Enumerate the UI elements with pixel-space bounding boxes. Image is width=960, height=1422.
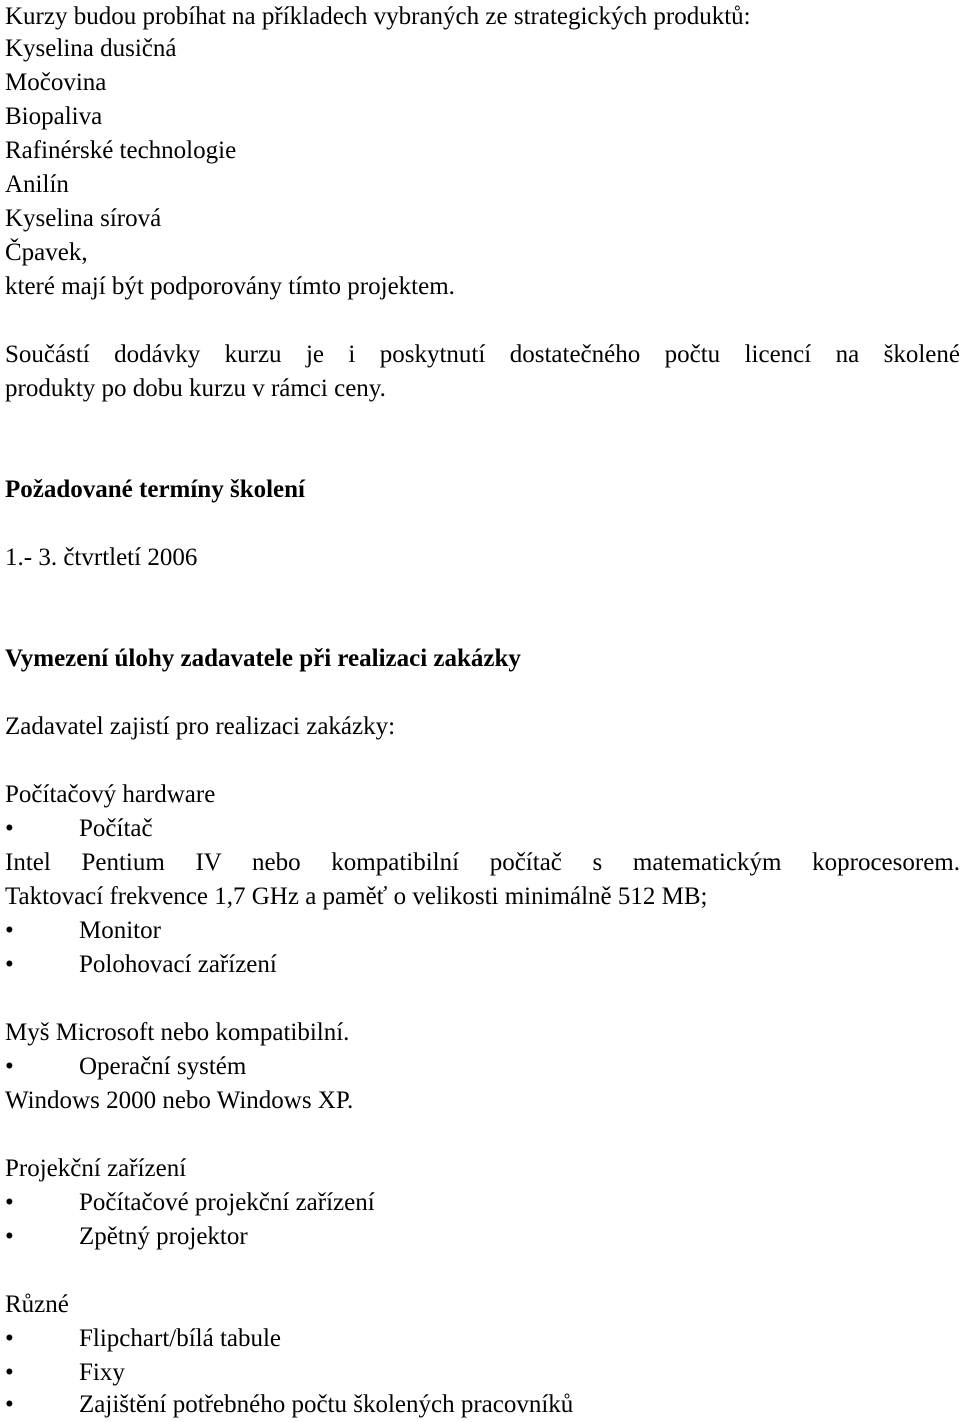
bullet-label: Flipchart/bílá tabule xyxy=(79,1325,282,1352)
bullet-item-markers xyxy=(5,1356,905,1390)
product-item: Kyselina dusičná xyxy=(5,35,177,62)
product-item: Biopaliva xyxy=(5,103,103,130)
bullet-label: Polohovací zařízení xyxy=(79,951,277,978)
licence-text-line-1: Součástí dodávky kurzu je i poskytnutí dostatečného počtu licencí na školené xyxy=(5,341,960,368)
bullet-label: Zajištění potřebného počtu školených pracovníků xyxy=(79,1391,574,1418)
role-intro: Zadavatel zajistí pro realizaci zakázky: xyxy=(5,713,396,740)
terms-heading: Požadované termíny školení xyxy=(5,476,305,503)
terms-value: 1.- 3. čtvrtletí 2006 xyxy=(5,544,198,571)
bullet-item-trainees xyxy=(5,1388,905,1422)
hardware-heading: Počítačový hardware xyxy=(5,781,216,808)
computer-spec-line-2: Taktovací frekvence 1,7 GHz a paměť o velikosti minimálně 512 MB; xyxy=(5,883,708,910)
pointing-description: Myš Microsoft nebo kompatibilní. xyxy=(5,1019,350,1046)
product-item: Kyselina sírová xyxy=(5,205,162,232)
intro-text: Kurzy budou probíhat na příkladech vybraných ze strategických produktů: xyxy=(5,3,751,30)
bullet-icon: • xyxy=(5,815,14,842)
product-item: Anilín xyxy=(5,171,69,198)
projection-heading: Projekční zařízení xyxy=(5,1155,187,1182)
bullet-item-projector xyxy=(5,1186,905,1220)
product-item: Rafinérské technologie xyxy=(5,137,237,164)
bullet-label: Počítač xyxy=(79,815,153,842)
bullet-icon: • xyxy=(5,917,14,944)
bullet-icon: • xyxy=(5,1391,14,1418)
os-description: Windows 2000 nebo Windows XP. xyxy=(5,1087,354,1114)
licence-text-line-2: produkty po dobu kurzu v rámci ceny. xyxy=(5,375,386,402)
bullet-icon: • xyxy=(5,1053,14,1080)
bullet-label: Zpětný projektor xyxy=(79,1223,248,1250)
role-heading: Vymezení úlohy zadavatele při realizaci zakázky xyxy=(5,645,521,672)
products-footer: které mají být podporovány tímto projektem. xyxy=(5,273,455,300)
bullet-icon: • xyxy=(5,1189,14,1216)
bullet-icon: • xyxy=(5,1325,14,1352)
computer-spec-line-1: Intel Pentium IV nebo kompatibilní počítač s matematickým koprocesorem. xyxy=(5,849,960,876)
document-page xyxy=(5,0,960,1422)
product-item: Čpavek, xyxy=(5,239,88,266)
bullet-item-pointing xyxy=(5,948,905,982)
bullet-item-flipchart xyxy=(5,1322,905,1356)
bullet-label: Monitor xyxy=(79,917,161,944)
bullet-label: Operační systém xyxy=(79,1053,247,1080)
bullet-icon: • xyxy=(5,951,14,978)
bullet-label: Fixy xyxy=(79,1359,125,1386)
bullet-label: Počítačové projekční zařízení xyxy=(79,1189,375,1216)
bullet-item-overhead-projector xyxy=(5,1220,905,1254)
bullet-icon: • xyxy=(5,1223,14,1250)
product-item: Močovina xyxy=(5,69,107,96)
bullet-item-computer xyxy=(5,812,905,846)
bullet-item-monitor xyxy=(5,914,905,948)
bullet-icon: • xyxy=(5,1359,14,1386)
bullet-item-os xyxy=(5,1050,905,1084)
misc-heading: Různé xyxy=(5,1291,69,1318)
